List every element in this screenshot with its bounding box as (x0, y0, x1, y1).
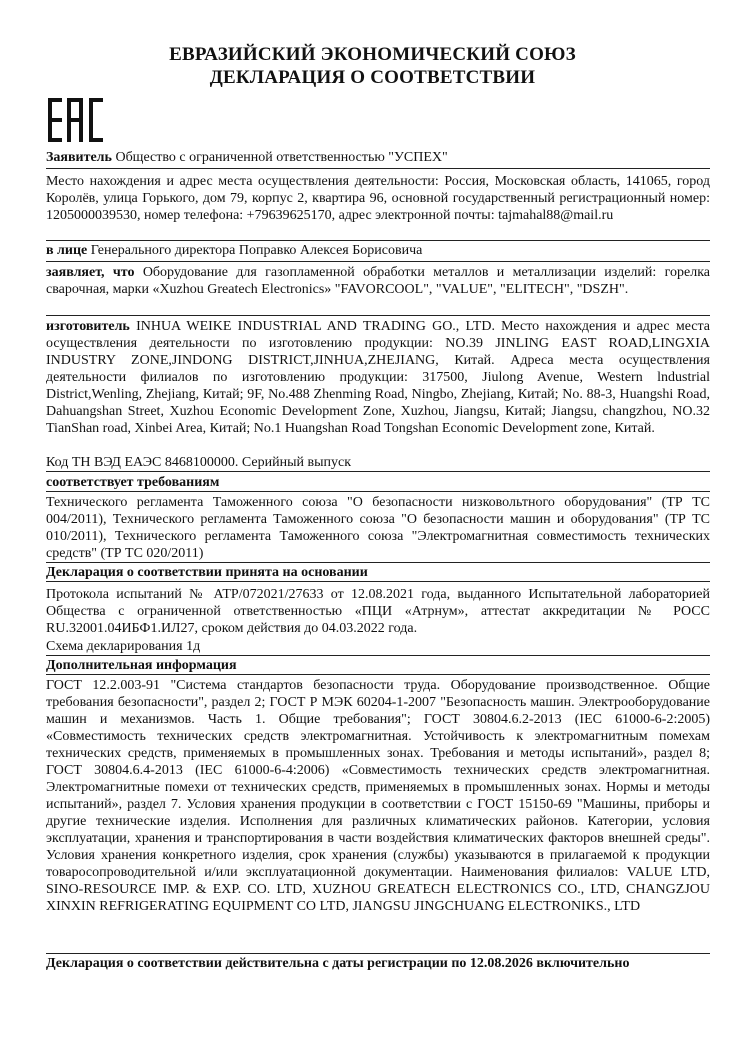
divider (46, 674, 710, 675)
declares-label: заявляет, что (46, 265, 135, 280)
validity-statement: Декларация о соответствии действительна с даты регистрации по 12.08.2026 включительно (46, 956, 630, 971)
divider (46, 953, 710, 954)
applicant-line (46, 149, 710, 166)
divider (46, 315, 710, 316)
representative-value: Генерального директора Поправко Алексея Борисовича (90, 243, 423, 258)
manufacturer-block (46, 318, 710, 437)
document-title: ДЕКЛАРАЦИЯ О СООТВЕТСТВИИ (209, 67, 536, 88)
applicant-address: Место нахождения и адрес места осуществления деятельности: Россия, Московская область, 141065, город Королёв, улица Горького, дом 79, корпус 2, квартира 96, основной государственный регистрационный номер: 1205000039530, номер телефона: +79639625170, адрес электронной почты: tajmahal88@mail.ru (46, 174, 710, 223)
additional-heading: Дополнительная информация (46, 658, 237, 673)
manufacturer-value: INHUA WEIKE INDUSTRIAL AND TRADING GO., LTD. Место нахождения и адрес места осуществления деятельности по изготовлению продукции: NO.39 JINLING EAST ROAD,LINGXIA INDUSTRY ZONE,JINDONG DISTRICT,JINHUA,ZHEJIANG, Китай. Адреса места осуществления деятельности филиалов по изготовлению продукции: 317500, Jiulong Avenue, Western lndustrial District,Wenling, Zhejiang, Китай; 9F, No.488 Zhenming Road, Ningbo, Zhejiang, Китай; No. 88-3, Huangshi Road, Dahuangshan Street, Xuzhou Economic Development Zone, Xuzhou, Jiangsu, Китай; Jiangsu, changzhou, NO.32 TianShan road, Xinbei Area, Китай; No.1 Huangshan Road Tongshan Economic Development zone, Китай. (46, 319, 710, 436)
basis-text: Протокола испытаний № АТР/072021/27633 от 12.08.2021 года, выданного Испытательной лабораторией Общества с ограниченной ответственностью «ПЦИ «Атрнум», аттестат аккредитации № РОСС RU.32001.04ИБФ1.ИЛ27, сроком действия до 04.03.2022 года. (46, 587, 710, 636)
declares-value: Оборудование для газопламенной обработки металлов и металлизации изделий: горелка сварочная, марки «Xuzhou Greatech Electronics» "FAVORCOOL", "VALUE", "ELITECH", "DSZH". (46, 265, 710, 297)
applicant-label: Заявитель (46, 150, 112, 165)
requirements-text: Технического регламента Таможенного союза "О безопасности низковольтного оборудования" (ТР ТС 004/2011), Технического регламента Таможенного союза "О безопасности машин и оборудования" (ТР ТС 010/2011), Технического регламента Таможенного союза "Электромагнитная совместимость технических средств" (ТР ТС 020/2011) (46, 495, 710, 561)
representative-line (46, 242, 710, 259)
union-title: ЕВРАЗИЙСКИЙ ЭКОНОМИЧЕСКИЙ СОЮЗ (169, 44, 576, 65)
declares-block (46, 264, 710, 298)
divider (46, 655, 710, 656)
basis-heading: Декларация о соответствии принята на основании (46, 565, 368, 580)
eac-logo (46, 96, 108, 144)
manufacturer-label: изготовитель (46, 319, 130, 334)
requirements-heading: соответствует требованиям (46, 475, 220, 490)
applicant-name: Общество с ограниченной ответственностью "УСПЕХ" (115, 150, 448, 165)
tn-ved-code: Код ТН ВЭД ЕАЭС 8468100000. Серийный выпуск (46, 455, 351, 470)
divider (46, 491, 710, 492)
declaration-scheme: Схема декларирования 1д (46, 639, 201, 654)
additional-text: ГОСТ 12.2.003-91 "Система стандартов безопасности труда. Оборудование производственное. Общие требования безопасности", раздел 2; ГОСТ Р МЭК 60204-1-2007 "Безопасность машин. Электрооборудование машин и механизмов. Часть 1. Общие требования"; ГОСТ 30804.6.2-2013 (IEC 61000-6-2:2005) «Совместимость технических средств электромагнитная. Устойчивость к электромагнитным помехам технических средств, применяемых в промышленных зонах. Требования и методы испытаний», раздел 8; ГОСТ 30804.6.4-2013 (IEC 61000-6-4:2006) «Совместимость технических средств электромагнитная. Электромагнитные помехи от технических средств, применяемых в промышленных зонах. Нормы и методы испытаний», раздел 7. Условия хранения продукции в соответствии с ГОСТ 15150-69 "Машины, приборы и другие технические изделия. Исполнения для различных климатических районов. Категории, условия эксплуатации, хранения и транспортирования в части воздействия климатических факторов внешней среды". Условия хранения конкретного изделия, срок хранения (службы) указываются в прилагаемой к продукции товаросопроводительной и/или эксплуатационной документации. Наименования филиалов: VALUE LTD, SINO-RESOURCE IMP. & EXP. CO. LTD, XUZHOU GREATECH ELECTRONICS CO., LTD, CHANGZJOU XINXIN REFRIGERATING EQUIPMENT CO LTD, JIANGSU JINGCHUANG ELECTRONIKS., LTD (46, 678, 710, 914)
divider (46, 471, 710, 472)
divider (46, 581, 710, 582)
representative-label: в лице (46, 243, 88, 258)
divider (46, 261, 710, 262)
divider (46, 562, 710, 563)
divider (46, 168, 710, 169)
divider (46, 240, 710, 241)
